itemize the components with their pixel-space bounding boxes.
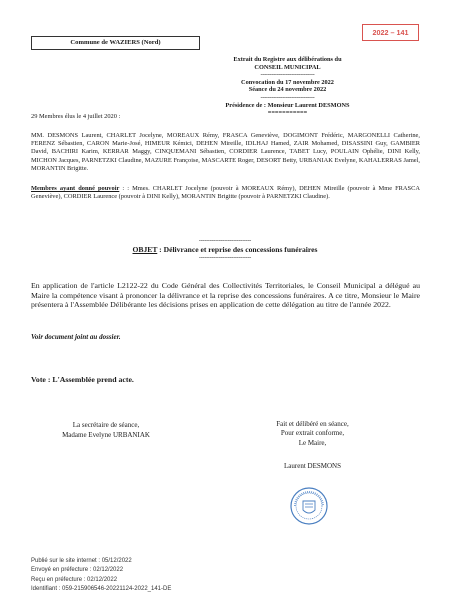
town-seal-icon [289,486,329,526]
objet-text: : Délivrance et reprise des concessions funéraires [157,245,318,254]
objet-title [0,245,450,254]
document-header [200,56,375,117]
commune-label: Commune de WAZIERS (Nord) [31,36,200,50]
certified-extract: Pour extrait conforme, [280,429,345,438]
header-equals-rule: =========== [267,109,308,117]
reference-badge: 2022 – 141 [362,24,419,41]
mayor-name: Laurent DESMONS [284,462,341,470]
transmission-footer [31,557,171,594]
secretary-signature-block [31,420,181,440]
absent-members-text: : : Mmes. CHARLET Jocelyne (pouvoir à MOREAUX Rémy), DEHEN Mireille (pouvoir à Mme FRASCA Geneviève), CORDIER Laurence (pouvoir à DINI Kelly), MORANTIN Brigitte (pouvoir à PARNETZKI Claudine). [31,185,420,201]
presidence-line: Présidence de : Monsieur Laurent DESMONS [225,101,350,109]
session-date: Séance du 24 novembre 2022 [248,86,327,94]
see-attached-note: Voir document joint au dossier. [31,333,121,341]
members-elected: 29 Membres élus le 4 juillet 2020 : [31,113,121,120]
act-identifier: Identifiant : 059-215906546-20221124-2022_141-DE [31,585,172,592]
received-date: Reçu en préfecture : 02/12/2022 [31,576,118,583]
convocation-date: Convocation du 17 novembre 2022 [241,78,334,86]
mayor-title: Le Maire, [298,438,327,447]
header-register-line: Extrait du Registre aux délibérations du [233,56,342,63]
sent-date: Envoyé en préfecture : 02/12/2022 [31,567,124,574]
objet-separator-top: ----------------------------- [198,238,252,244]
secretary-name: Madame Evelyne URBANIAK [62,431,150,439]
header-separator: ------------------------------ [260,71,315,79]
body-paragraph: En application de l'article L2122-22 du Code Général des Collectivités Territoriales, le Conseil Municipal a délégué au Maire la compétence visant à prononcer la délivrance et la reprise des concessions funéraires. A ce titre, Monsieur le Maire présentera à l'Assemblée Délibérante les décisions prises en application de cette délégation au titre de l'année 2022. [31,281,420,310]
secretary-title: La secrétaire de séance, [72,421,140,429]
done-in-session: Fait et délibéré en séance, [276,420,349,428]
absent-members [31,185,420,201]
header-council-line: CONSEIL MUNICIPAL [254,63,321,71]
vote-result: Vote : L'Assemblée prend acte. [31,375,134,384]
objet-label: OBJET [132,245,158,254]
header-separator-2: ------------------------------ [260,93,315,101]
objet-separator-bottom: ----------------------------- [198,255,252,261]
published-date: Publié sur le site internet : 05/12/2022 [31,558,132,564]
mayor-signature-block [250,420,375,448]
absent-members-label: Membres ayant donné pouvoir [31,185,120,192]
members-list: MM. DESMONS Laurent, CHARLET Jocelyne, MOREAUX Rémy, FRASCA Geneviève, DOGIMONT Frédéric, MARGONELLI Catherine, FERENZ Sébastien, CARON Marie-José, HIMEUR Kémici, DEHEN Mireille, IDLHAJ Hamed, ZAIR Mohamed, DISASSINI Guy, GAMBIER David, BACHIRI Karim, KERRAR Maggy, CINQUEMANI Sébastien, CORDIER Laurence, TABET Lucy, POULAIN Ophélie, DINI Kelly, MICHON Jacques, PARNETZKI Claudine, MAZURE Françoise, MASCARTE Roger, DESORT Betty, URBANIAK Evelyne, KAHALERRAS Jamel, MORANTIN Brigitte. [31,132,420,172]
